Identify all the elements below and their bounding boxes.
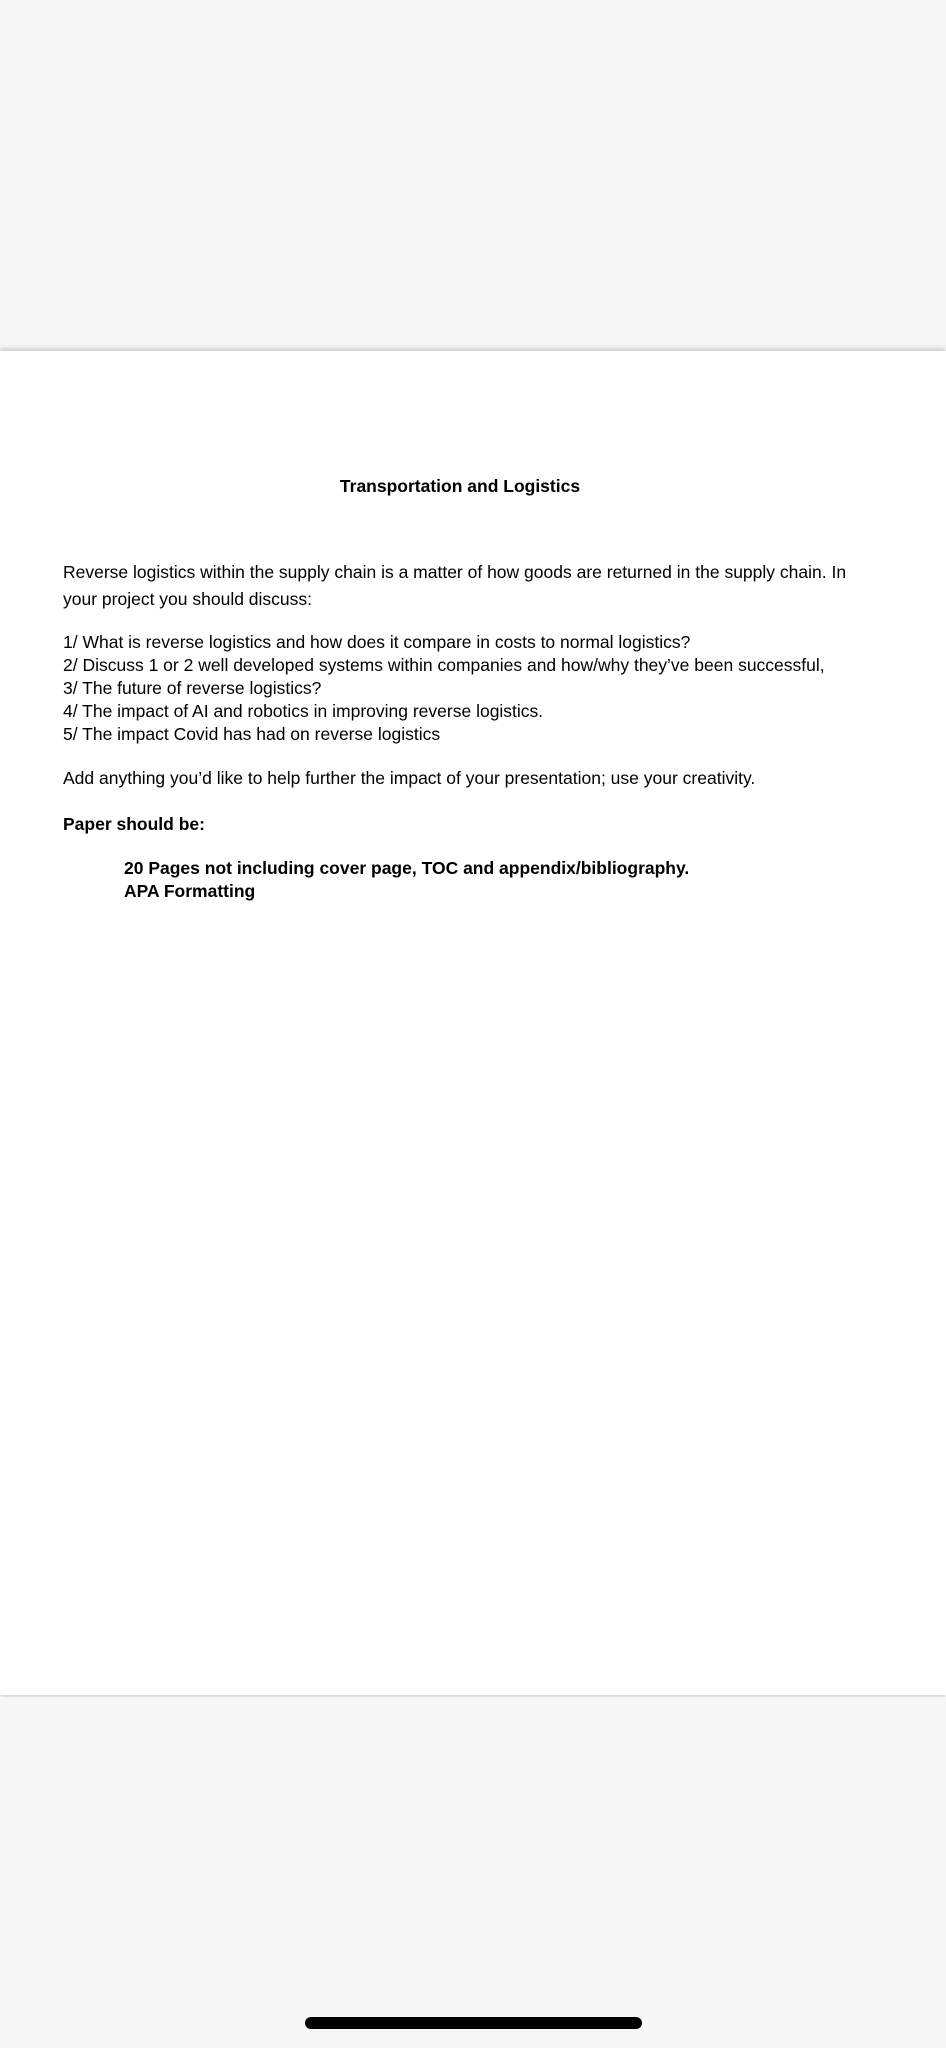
home-indicator[interactable] <box>305 2017 642 2029</box>
question-list <box>63 631 903 746</box>
viewer-bottom-background <box>0 1697 946 2048</box>
question-item-5: 5/ The impact Covid has had on reverse logistics <box>63 724 441 744</box>
question-item-1: 1/ What is reverse logistics and how does it compare in costs to normal logistics? <box>63 632 691 652</box>
viewer-top-background <box>0 0 946 350</box>
question-item-2: 2/ Discuss 1 or 2 well developed systems within companies and how/why they’ve been successful, <box>63 655 825 675</box>
requirements-list <box>124 857 689 903</box>
question-item-4: 4/ The impact of AI and robotics in improving reverse logistics. <box>63 701 544 721</box>
intro-paragraph: Reverse logistics within the supply chain is a matter of how goods are returned in the supply chain. In your project you should discuss: <box>63 562 847 609</box>
extra-paragraph: Add anything you’d like to help further the impact of your presentation; use your creativity. <box>63 768 756 788</box>
requirement-item-1: 20 Pages not including cover page, TOC and appendix/bibliography. <box>124 858 690 878</box>
requirement-item-2: APA Formatting <box>124 881 256 901</box>
question-item-3: 3/ The future of reverse logistics? <box>63 678 322 698</box>
requirements-heading: Paper should be: <box>63 814 205 834</box>
document-title: Transportation and Logistics <box>339 476 581 496</box>
document-page[interactable] <box>0 351 946 1695</box>
